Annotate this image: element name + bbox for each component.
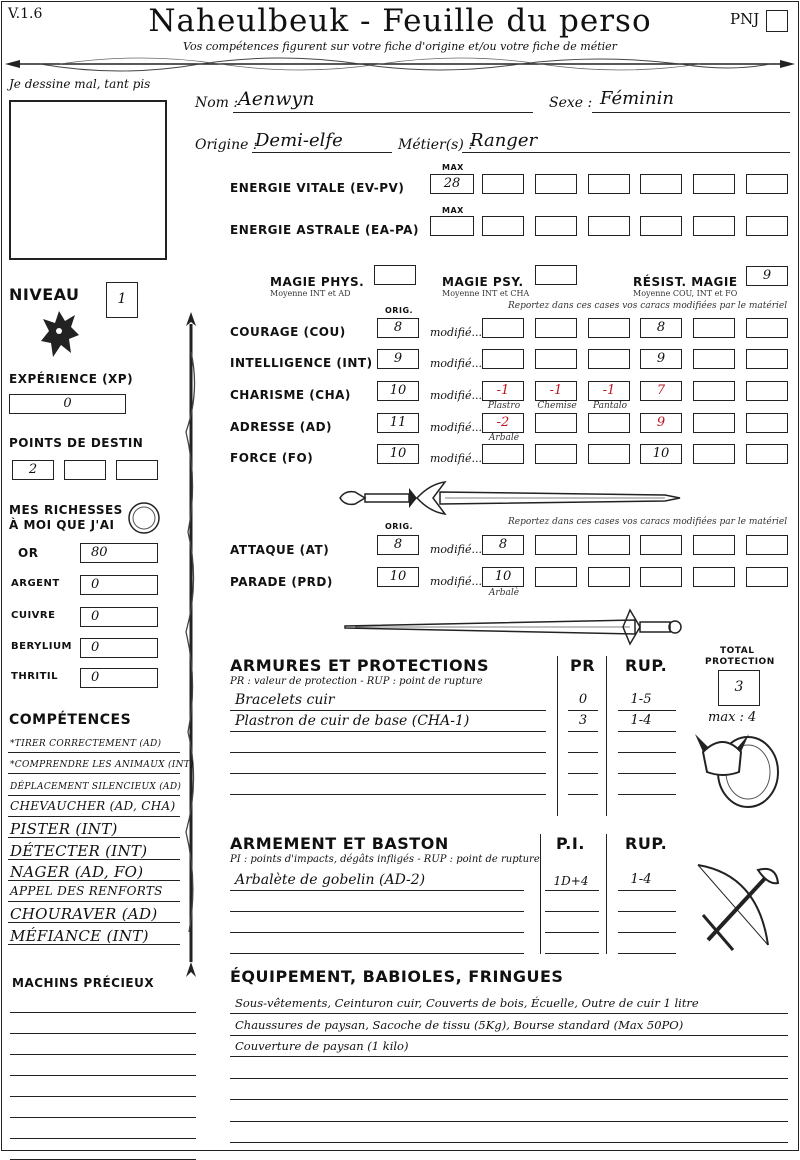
stat-orig-box[interactable]: 9 bbox=[377, 349, 419, 369]
stat-mod-note: Arbalè bbox=[488, 433, 520, 443]
money-label: ARGENT bbox=[11, 578, 60, 589]
combat-label: PARADE (PRD) bbox=[230, 575, 333, 589]
page-title: Naheulbeuk - Feuille du perso bbox=[148, 3, 652, 39]
metier-label: Métier(s) : bbox=[398, 137, 473, 153]
stat-mod-box[interactable] bbox=[693, 444, 735, 464]
ea-box-4[interactable] bbox=[640, 216, 682, 236]
equipement-line[interactable]: Couverture de paysan (1 kilo) bbox=[235, 1039, 409, 1053]
sword-illustration-2 bbox=[335, 604, 685, 650]
richesses-label-2: À MOI QUE J'AI bbox=[9, 518, 115, 532]
sexe-label: Sexe : bbox=[549, 95, 593, 111]
equipement-rule bbox=[230, 1013, 788, 1014]
portrait-frame[interactable] bbox=[9, 100, 167, 260]
orig-label: ORIG. bbox=[385, 306, 414, 315]
stat-mod-box[interactable] bbox=[746, 349, 788, 369]
competence-item: *COMPRENDRE LES ANIMAUX (INT) bbox=[10, 760, 194, 771]
competence-item: DÉTECTER (INT) bbox=[10, 841, 148, 860]
armures-pr-header: PR bbox=[570, 656, 596, 675]
resist-magie-box[interactable]: 9 bbox=[746, 266, 788, 286]
stat-mod-box[interactable] bbox=[746, 413, 788, 433]
ea-box-3[interactable] bbox=[588, 216, 630, 236]
stat-mod-box[interactable] bbox=[746, 444, 788, 464]
armement-rup-header: RUP. bbox=[625, 834, 668, 853]
resist-magie-label: RÉSIST. MAGIE bbox=[633, 275, 738, 289]
armure-rup[interactable]: 1-4 bbox=[630, 713, 652, 728]
ev-box-1[interactable] bbox=[482, 174, 524, 194]
nom-value[interactable]: Aenwyn bbox=[238, 88, 315, 110]
stat-mod-box[interactable] bbox=[746, 381, 788, 401]
stat-mod-box[interactable] bbox=[693, 381, 735, 401]
page-subtitle: Vos compétences figurent sur votre fiche d'origine et/ou votre fiche de métier bbox=[183, 40, 617, 53]
equipement-rule bbox=[230, 1121, 788, 1122]
combat-mod-box[interactable] bbox=[640, 535, 682, 555]
stat-mod-box[interactable]: -1 bbox=[482, 381, 524, 401]
ea-label: ENERGIE ASTRALE (EA-PA) bbox=[230, 223, 419, 237]
combat-note: Arbalè bbox=[488, 588, 520, 598]
stat-mod-box[interactable] bbox=[482, 349, 524, 369]
stat-mod-note: Plastro bbox=[487, 401, 521, 411]
total-protection-label-2: PROTECTION bbox=[705, 657, 775, 667]
combat-mod-box[interactable] bbox=[693, 535, 735, 555]
stat-label: COURAGE (COU) bbox=[230, 325, 346, 339]
machins-line[interactable] bbox=[10, 1117, 196, 1118]
resist-magie-sub: Moyenne COU, INT et FO bbox=[633, 289, 738, 298]
total-protection-label-1: TOTAL bbox=[720, 646, 755, 656]
magie-psy-sub: Moyenne INT et CHA bbox=[442, 289, 530, 298]
combat-mod-box[interactable]: 8 bbox=[482, 535, 524, 555]
origine-label: Origine : bbox=[195, 137, 258, 153]
niveau-box[interactable]: 1 bbox=[106, 282, 138, 318]
stat-mod-box[interactable]: 7 bbox=[640, 381, 682, 401]
armure-name[interactable]: Bracelets cuir bbox=[235, 692, 335, 708]
armures-rup-header: RUP. bbox=[625, 656, 668, 675]
money-box[interactable]: 0 bbox=[80, 638, 158, 658]
arme-rup[interactable]: 1-4 bbox=[630, 872, 652, 887]
portrait-caption: Je dessine mal, tant pis bbox=[9, 77, 151, 91]
stat-mod-box[interactable] bbox=[535, 444, 577, 464]
money-label: CUIVRE bbox=[11, 610, 56, 621]
equipement-line[interactable]: Chaussures de paysan, Sacoche de tissu (5Kg), Bourse standard (Max 50PO) bbox=[235, 1017, 684, 1032]
combat-mod-box[interactable] bbox=[746, 567, 788, 587]
stat-orig-box[interactable]: 8 bbox=[377, 318, 419, 338]
stat-orig-box[interactable]: 10 bbox=[377, 381, 419, 401]
stat-mod-box[interactable]: -2 bbox=[482, 413, 524, 433]
ea-box-2[interactable] bbox=[535, 216, 577, 236]
pnj-checkbox[interactable] bbox=[766, 10, 788, 32]
money-box[interactable]: 0 bbox=[80, 607, 158, 627]
ev-box-4[interactable] bbox=[640, 174, 682, 194]
stat-mod-box[interactable] bbox=[588, 444, 630, 464]
stat-orig-box[interactable]: 10 bbox=[377, 444, 419, 464]
money-label: BERYLIUM bbox=[11, 641, 73, 652]
stat-mod-box[interactable]: -1 bbox=[588, 381, 630, 401]
equipement-title: ÉQUIPEMENT, BABIOLES, FRINGUES bbox=[230, 967, 564, 986]
combat-mod-box[interactable]: 10 bbox=[482, 567, 524, 587]
nom-label: Nom : bbox=[195, 95, 239, 111]
combat-mod-box[interactable] bbox=[693, 567, 735, 587]
destin-box[interactable] bbox=[116, 460, 158, 480]
combat-mod-box[interactable] bbox=[588, 567, 630, 587]
armure-pr[interactable]: 3 bbox=[578, 713, 588, 728]
armures-title: ARMURES ET PROTECTIONS bbox=[230, 656, 489, 675]
stat-mod-box[interactable] bbox=[588, 349, 630, 369]
stat-mod-box[interactable] bbox=[535, 349, 577, 369]
stat-mod-box[interactable] bbox=[693, 349, 735, 369]
stat-mod-box[interactable]: 8 bbox=[640, 318, 682, 338]
shield-helmet-icon bbox=[693, 722, 783, 812]
max-protection: max : 4 bbox=[708, 710, 757, 725]
machins-line[interactable] bbox=[10, 1096, 196, 1097]
ev-box-2[interactable] bbox=[535, 174, 577, 194]
modifie-label: modifié... bbox=[430, 452, 482, 465]
sexe-value[interactable]: Féminin bbox=[600, 88, 674, 109]
arme-pi[interactable]: 1D+4 bbox=[553, 874, 589, 888]
dragon-icon bbox=[35, 305, 83, 363]
armure-rup[interactable]: 1-5 bbox=[630, 692, 652, 707]
equipement-rule bbox=[230, 1099, 788, 1100]
money-box[interactable]: 0 bbox=[80, 668, 158, 688]
armement-pi-header: P.I. bbox=[556, 834, 585, 853]
weapons-icon bbox=[688, 855, 788, 955]
combat-orig-label: ORIG. bbox=[385, 522, 414, 531]
stat-mod-box[interactable] bbox=[693, 413, 735, 433]
richesses-label-1: MES RICHESSES bbox=[9, 503, 123, 517]
stat-mod-box[interactable] bbox=[535, 413, 577, 433]
armement-sub: PI : points d'impacts, dégâts infligés - RUP : point de rupture bbox=[230, 854, 540, 865]
equipement-line[interactable]: Sous-vêtements, Ceinturon cuir, Couverts de bois, Écuelle, Outre de cuir 1 litre bbox=[235, 996, 699, 1010]
modifie-label: modifié... bbox=[430, 357, 482, 370]
ev-max-box[interactable]: 28 bbox=[430, 174, 474, 194]
modifie-label: modifié... bbox=[430, 421, 482, 434]
competence-item: CHEVAUCHER (AD, CHA) bbox=[10, 798, 176, 813]
modifie-label: modifié... bbox=[430, 543, 482, 556]
competence-item: MÉFIANCE (INT) bbox=[10, 926, 149, 945]
armure-pr[interactable]: 0 bbox=[578, 692, 588, 707]
metier-value[interactable]: Ranger bbox=[470, 130, 538, 151]
xp-label: EXPÉRIENCE (XP) bbox=[9, 372, 134, 386]
magie-phys-label: MAGIE PHYS. bbox=[270, 275, 365, 289]
machins-line[interactable] bbox=[10, 1138, 196, 1139]
magie-psy-box[interactable] bbox=[535, 265, 577, 285]
magie-phys-box[interactable] bbox=[374, 265, 416, 285]
combat-mod-box[interactable] bbox=[535, 567, 577, 587]
destin-box[interactable] bbox=[64, 460, 106, 480]
equipement-rule bbox=[230, 1056, 788, 1057]
competence-item: APPEL DES RENFORTS bbox=[10, 884, 163, 899]
combat-mod-box[interactable] bbox=[640, 567, 682, 587]
magie-phys-sub: Moyenne INT et AD bbox=[270, 289, 351, 298]
magie-psy-label: MAGIE PSY. bbox=[442, 275, 524, 289]
stat-mod-box[interactable] bbox=[482, 444, 524, 464]
machins-line[interactable] bbox=[10, 1033, 196, 1034]
competence-item: NAGER (AD, FO) bbox=[10, 862, 144, 881]
competences-label: COMPÉTENCES bbox=[9, 712, 132, 728]
stat-label: INTELLIGENCE (INT) bbox=[230, 356, 373, 370]
combat-note: Reportez dans ces cases vos caracs modifiées par le matériel bbox=[508, 517, 788, 527]
total-protection-box[interactable]: 3 bbox=[718, 670, 760, 706]
combat-orig-box[interactable]: 10 bbox=[377, 567, 419, 587]
stat-label: FORCE (FO) bbox=[230, 451, 314, 465]
money-label: THRITIL bbox=[11, 671, 59, 682]
version-label: V.1.6 bbox=[8, 6, 43, 22]
armement-title: ARMEMENT ET BASTON bbox=[230, 834, 449, 853]
competence-item: *TIRER CORRECTEMENT (AD) bbox=[10, 739, 162, 749]
equipement-rule bbox=[230, 1142, 788, 1143]
modifie-label: modifié... bbox=[430, 575, 482, 588]
stat-mod-note: Chemise bbox=[537, 401, 577, 411]
destin-label: POINTS DE DESTIN bbox=[9, 436, 144, 450]
ea-max-label: MAX bbox=[442, 206, 464, 215]
stat-label: ADRESSE (AD) bbox=[230, 420, 333, 434]
combat-mod-box[interactable] bbox=[535, 535, 577, 555]
stats-note: Reportez dans ces cases vos caracs modifiées par le matériel bbox=[508, 301, 788, 311]
modifie-label: modifié... bbox=[430, 326, 482, 339]
machins-line[interactable] bbox=[10, 1054, 196, 1055]
equipement-rule bbox=[230, 1035, 788, 1036]
ev-box-5[interactable] bbox=[693, 174, 735, 194]
ev-box-3[interactable] bbox=[588, 174, 630, 194]
ea-box-1[interactable] bbox=[482, 216, 524, 236]
stat-mod-box[interactable] bbox=[588, 318, 630, 338]
stat-label: CHARISME (CHA) bbox=[230, 388, 351, 402]
destin-box[interactable]: 2 bbox=[12, 460, 54, 480]
competence-item: PISTER (INT) bbox=[10, 820, 118, 839]
stat-orig-box[interactable]: 11 bbox=[377, 413, 419, 433]
coin-icon bbox=[126, 500, 162, 536]
stat-mod-box[interactable]: 9 bbox=[640, 413, 682, 433]
machins-line[interactable] bbox=[10, 1075, 196, 1076]
niveau-label: NIVEAU bbox=[9, 285, 80, 304]
money-box[interactable]: 0 bbox=[80, 575, 158, 595]
machins-line[interactable] bbox=[10, 1012, 196, 1013]
stat-mod-box[interactable] bbox=[535, 318, 577, 338]
combat-mod-box[interactable] bbox=[746, 535, 788, 555]
equipement-rule bbox=[230, 1078, 788, 1079]
stat-mod-box[interactable] bbox=[693, 318, 735, 338]
decorative-header-vine bbox=[0, 52, 800, 78]
money-label: OR bbox=[18, 546, 39, 560]
pnj-label: PNJ bbox=[730, 10, 760, 28]
stat-mod-note: Pantalo bbox=[592, 401, 628, 411]
ev-max-label: MAX bbox=[442, 163, 464, 172]
combat-label: ATTAQUE (AT) bbox=[230, 543, 330, 557]
origine-value[interactable]: Demi-elfe bbox=[255, 130, 343, 151]
stat-mod-box[interactable]: 9 bbox=[640, 349, 682, 369]
stat-mod-box[interactable] bbox=[588, 413, 630, 433]
competence-item: CHOURAVER (AD) bbox=[10, 905, 158, 924]
staff-illustration bbox=[180, 312, 202, 977]
armure-name[interactable]: Plastron de cuir de base (CHA-1) bbox=[235, 713, 470, 729]
stat-mod-box[interactable] bbox=[746, 318, 788, 338]
combat-mod-box[interactable] bbox=[588, 535, 630, 555]
combat-orig-box[interactable]: 8 bbox=[377, 535, 419, 555]
ea-max-box[interactable] bbox=[430, 216, 474, 236]
stat-mod-box[interactable]: -1 bbox=[535, 381, 577, 401]
stat-mod-box[interactable]: 10 bbox=[640, 444, 682, 464]
ea-box-6[interactable] bbox=[746, 216, 788, 236]
competence-item: DÉPLACEMENT SILENCIEUX (AD) bbox=[10, 781, 182, 792]
stat-mod-box[interactable] bbox=[482, 318, 524, 338]
ev-label: ENERGIE VITALE (EV-PV) bbox=[230, 181, 405, 195]
modifie-label: modifié... bbox=[430, 389, 482, 402]
money-box[interactable]: 80 bbox=[80, 543, 158, 563]
xp-box[interactable]: 0 bbox=[9, 394, 126, 414]
armures-sub: PR : valeur de protection - RUP : point de rupture bbox=[230, 676, 483, 687]
ea-box-5[interactable] bbox=[693, 216, 735, 236]
machins-label: MACHINS PRÉCIEUX bbox=[12, 976, 155, 990]
arme-name[interactable]: Arbalète de gobelin (AD-2) bbox=[235, 872, 426, 888]
sword-illustration-1 bbox=[335, 478, 685, 518]
ev-box-6[interactable] bbox=[746, 174, 788, 194]
